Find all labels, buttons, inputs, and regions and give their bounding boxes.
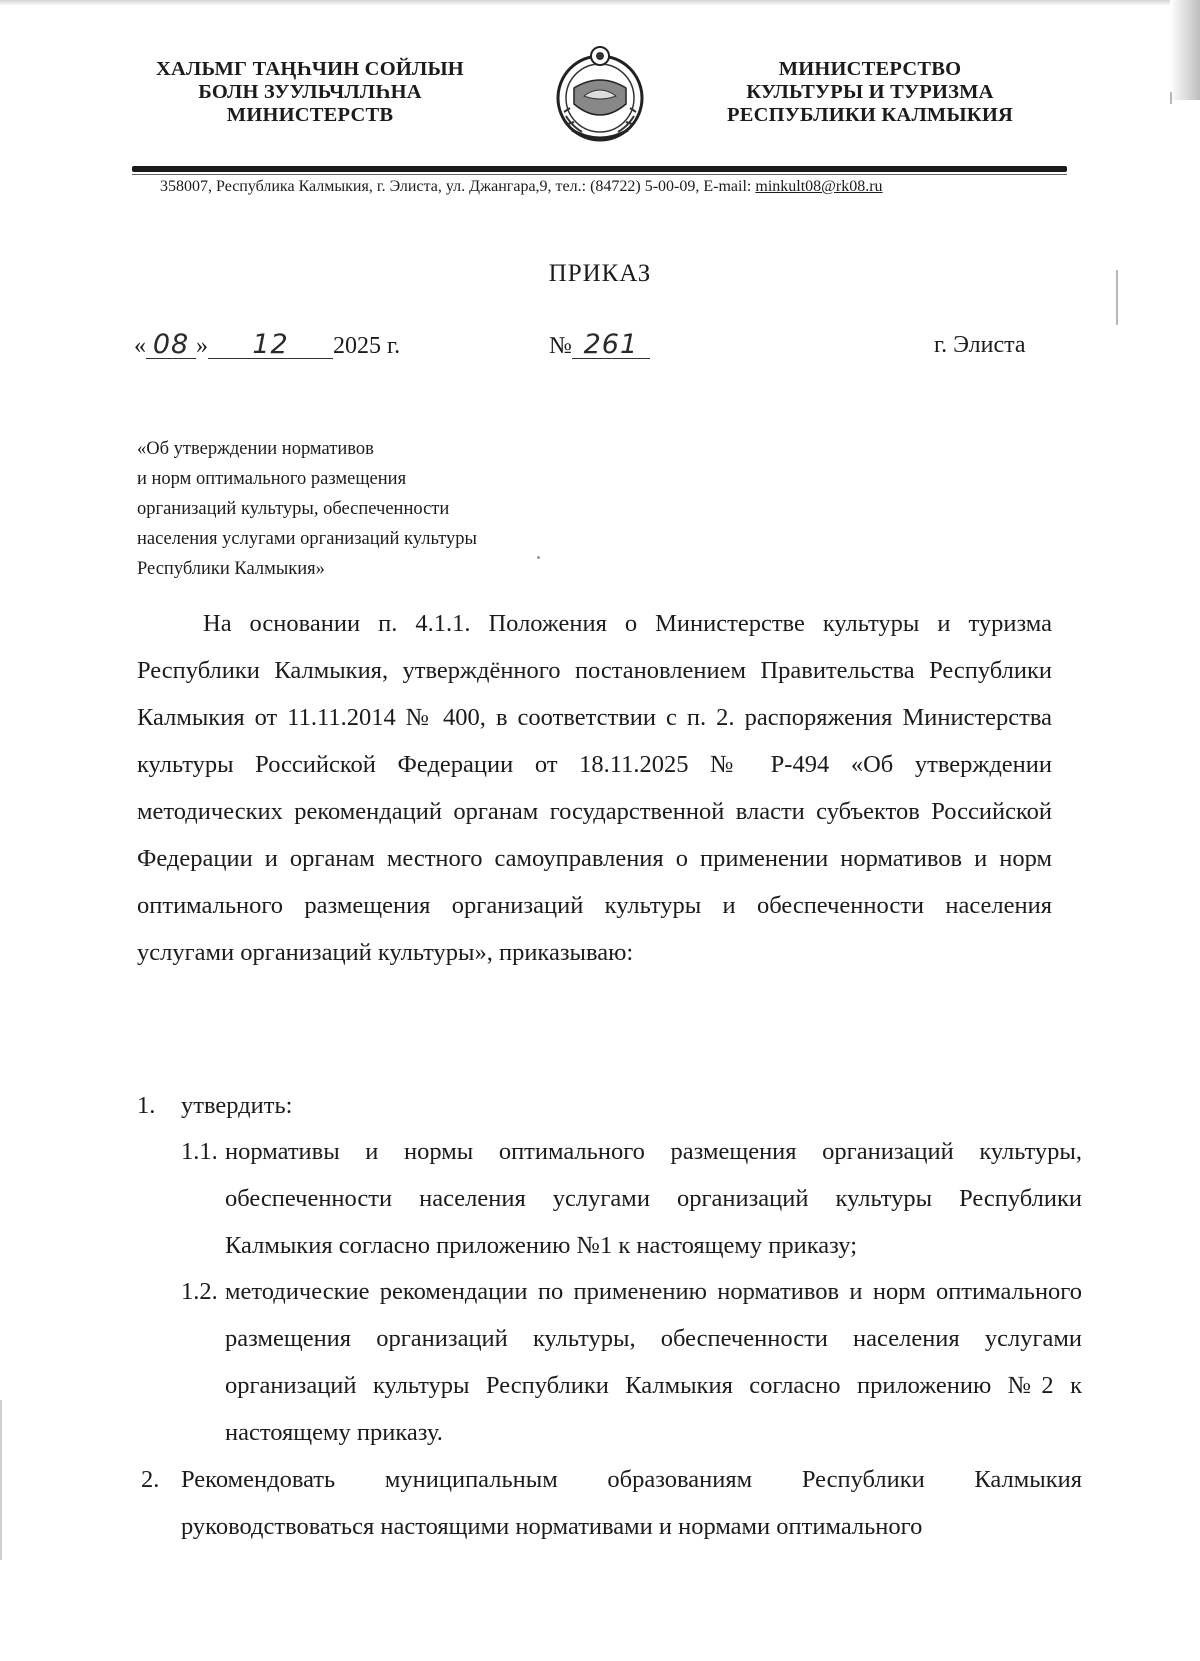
date-year: 2025 г.	[333, 333, 401, 359]
date-close-quote: »	[196, 333, 208, 359]
list-item-number: 1.1.	[181, 1138, 218, 1165]
list-item	[137, 1082, 1037, 1129]
scan-mark	[0, 1400, 2, 1560]
date-open-quote: «	[134, 333, 146, 359]
date-day: 08	[146, 332, 196, 359]
order-number	[549, 329, 650, 360]
ministry-name-russian: МИНИСТЕРСТВО КУЛЬТУРЫ И ТУРИЗМА РЕСПУБЛИКИ КАЛМЫКИЯ	[726, 58, 1014, 126]
list-item-number: 1.2.	[181, 1278, 218, 1305]
list-item-text: методические рекомендации по применению нормативов и норм оптимального размещения организаций культуры, обеспеченности населения услугами организаций культуры Республики Калмыкия согласно приложению №2 к настоящему приказу.	[225, 1278, 1082, 1446]
scan-mark	[1170, 92, 1172, 104]
ministry-name-kalmyk: ХАЛЬМГ ТАҢҺЧИН СОЙЛЫН БОЛН ЗУУЛЬЧЛЛҺНА МИНИСТЕРСТВ	[156, 58, 464, 126]
list-item-text: утвердить:	[181, 1092, 293, 1119]
number-prefix: №	[549, 333, 572, 359]
date-month: 12	[208, 332, 333, 359]
preamble-paragraph: На основании п. 4.1.1. Положения о Министерстве культуры и туризма Республики Калмыкия, утверждённого постановлением Правительства Республики Калмыкия от 11.11.2014 № 400, в соответствии с п. 2. распоряжения Министерства культуры Российской Федерации от 18.11.2025 № Р-494 «Об утверждении методических рекомендаций органам государственной власти субъектов Российской Федерации и органам местного самоуправления о применении нормативов и норм оптимального размещения организаций культуры и обеспеченности населения услугами организаций культуры», приказываю:	[137, 610, 1052, 966]
scan-shadow-right	[1170, 0, 1200, 100]
list-item-number: 1.	[137, 1092, 156, 1119]
list-item	[137, 1456, 1082, 1550]
header-rule	[132, 166, 1067, 172]
header-rule-thin	[132, 174, 1067, 175]
ministry-address	[160, 178, 1060, 196]
list-item	[181, 1128, 1082, 1269]
list-item	[181, 1268, 1082, 1456]
document-type: ПРИКАЗ	[548, 260, 652, 287]
email-link[interactable]: minkult08@rk08.ru	[755, 178, 883, 195]
order-city: г. Элиста	[934, 332, 1026, 358]
number-value: 261	[572, 332, 650, 359]
address-text: 358007, Республика Калмыкия, г. Элиста, ул. Джангара,9, тел.: (84722) 5-00-09, E-mail:	[160, 178, 756, 195]
list-item-number: 2.	[141, 1466, 160, 1493]
coat-of-arms-emblem	[552, 42, 648, 150]
order-date	[134, 329, 401, 360]
list-item-text: Рекомендовать муниципальным образованиям Республики Калмыкия руководствоваться настоящими нормативами и нормами оптимального	[181, 1466, 1082, 1540]
scan-speck	[537, 556, 540, 559]
scan-shadow-top	[0, 0, 1200, 6]
order-subject: «Об утверждении нормативов и норм оптимального размещения организаций культуры, обеспеченности населения услугами организаций культуры Республики Калмыкия»	[137, 439, 477, 579]
list-item-text: нормативы и нормы оптимального размещения организаций культуры, обеспеченности населения услугами организаций культуры Республики Калмыкия согласно приложению №1 к настоящему приказу;	[225, 1138, 1082, 1259]
